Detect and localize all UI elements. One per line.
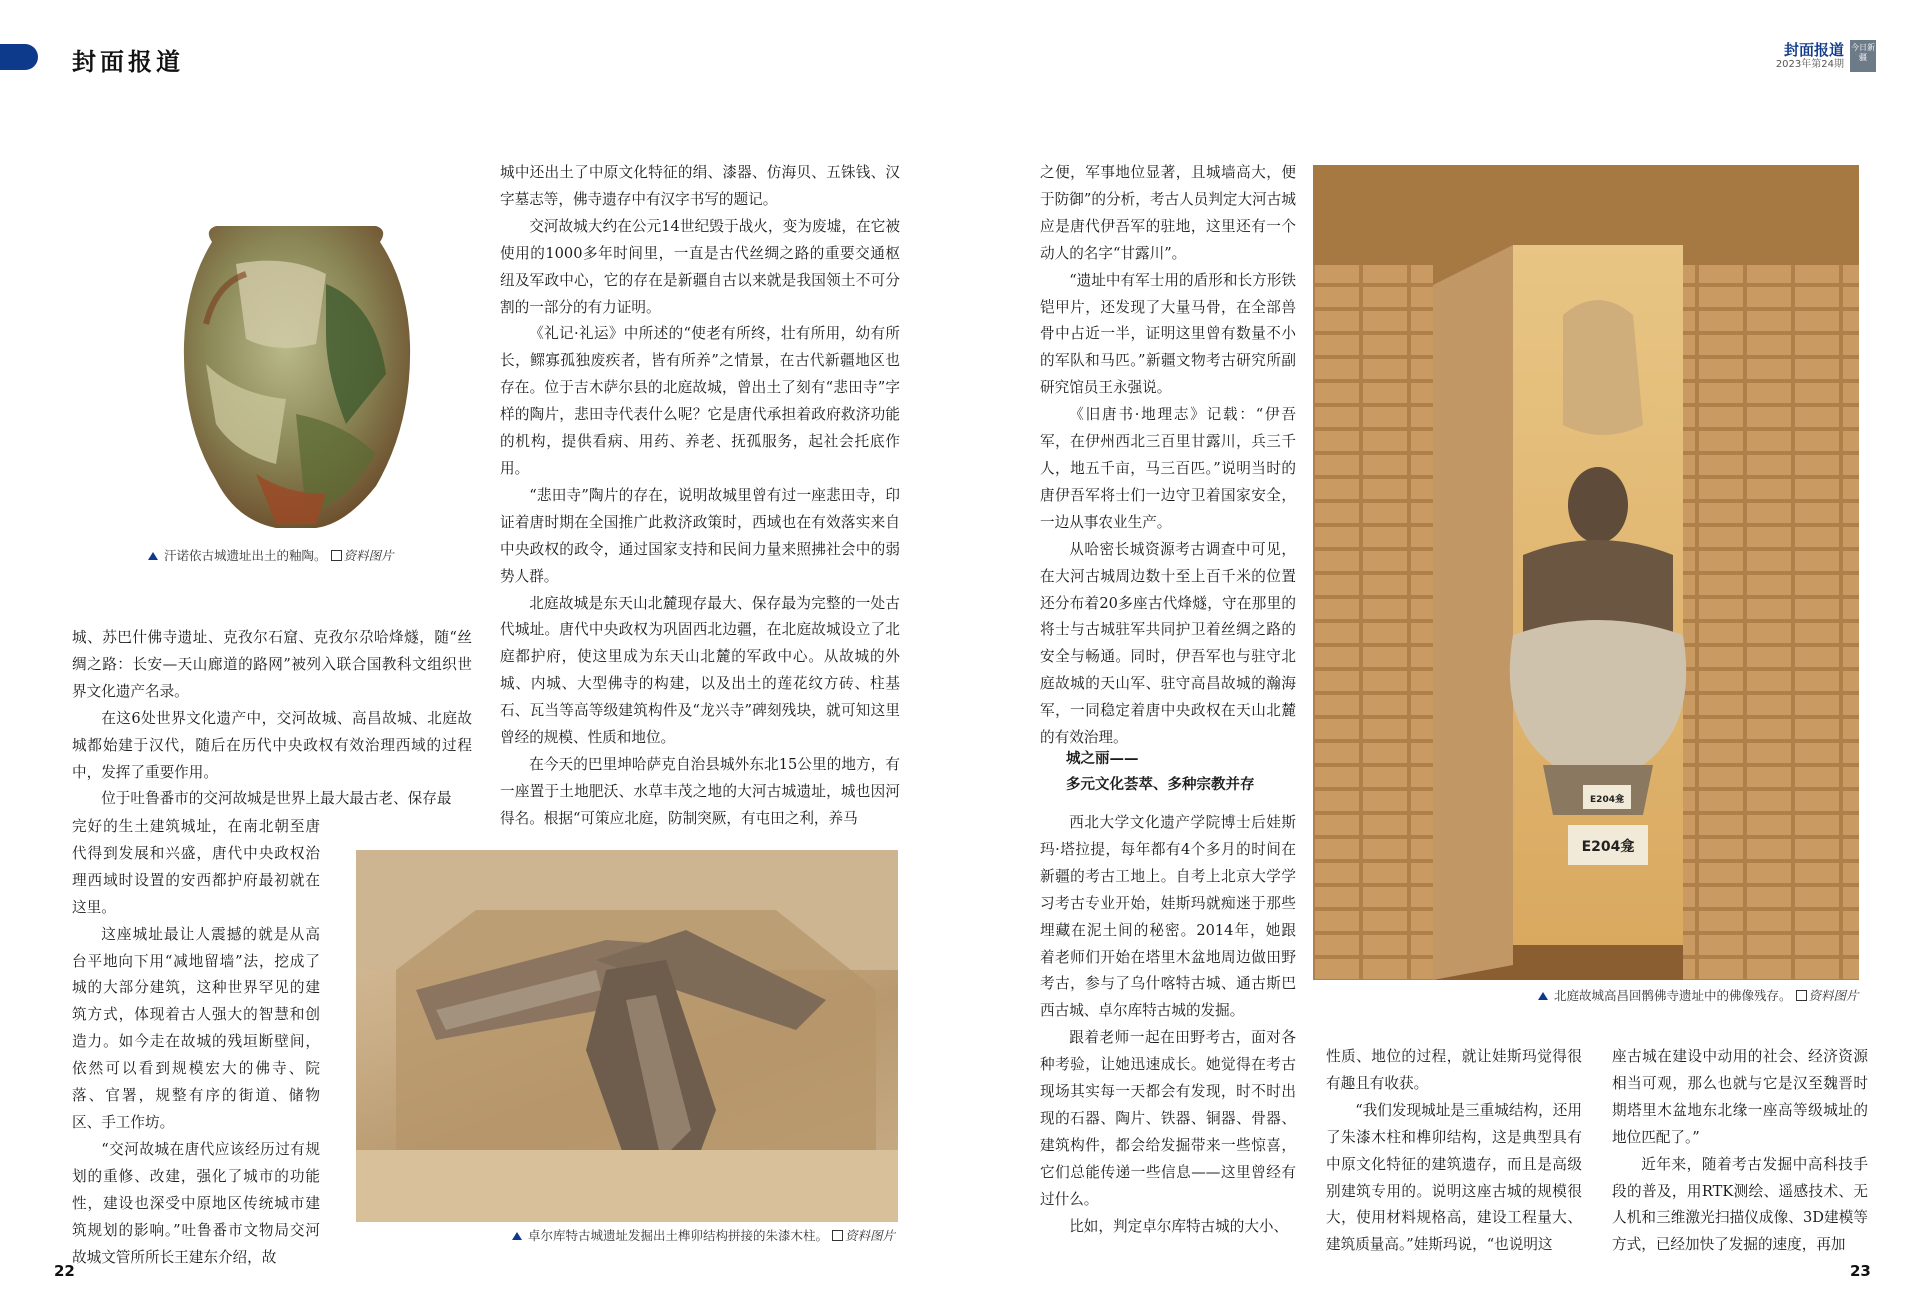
buddha-caption: 北庭故城高昌回鹘佛寺遗址中的佛像残存。 资料图片 xyxy=(1538,988,1859,1004)
section-color-bar xyxy=(0,44,38,70)
column-3-after: 西北大学文化遗产学院博士后娃斯玛·塔拉提，每年都有4个多月的时间在新疆的考古工地上。自考上北京大学学习考古专业开始，娃斯玛就痴迷于那些埋藏在泥土间的秘密。2014年，她跟着老师们开始在塔里木盆地周边做田野考古，参与了乌什喀特古城、通古斯巴西古城、卓尔库特古城的发掘。 跟着老师一起在田野考古，面对各种考验，让她迅速成长。她觉得在考古现场其实每一天都会有发现，时不时出现的石器、陶片、铁器、铜器、骨器、建筑构件，都会给发掘带来一些惊喜，它们总能传递一些信息——这里曾经有过什么。 比如，判定卓尔库特古城的大小、 xyxy=(1040,814,1296,1235)
column-4: 性质、地位的过程，就让娃斯玛觉得很有趣且有收获。 “我们发现城址是三重城结构，还用了朱漆木柱和榫卯结构，这是典型具有中原文化特征的建筑遗存，而且是高级别建筑专用的。说明这座古城的规模很大，使用材料规格高，建设工程量大、建筑质量高。”娃斯玛说，“也说明这 xyxy=(1326,1048,1582,1254)
column-5: 座古城在建设中动用的社会、经济资源相当可观，那么也就与它是汉至魏晋时期塔里木盆地东北缘一座高等级城址的地位匹配了。” 近年来，随着考古发掘中高科技手段的普及，用RTK测绘、遥感技术、无人机和三维激光扫描仪成像、3D建模等方式，已经加快了发掘的速度，再加 xyxy=(1612,1048,1868,1254)
column-1-narrow: 完好的生土建筑城址，在南北朝至唐代得到发展和兴盛，唐代中央政权治理西域时设置的安西都护府最初就在这里。 这座城址最让人震撼的就是从高台平地向下用“减地留墙”法，挖成了城的大部分建筑，这种世界罕见的建筑方式，体现着古人强大的智慧和创造力。如今走在故城的残垣断壁间，依然可以看到规模宏大的佛寺、院落、官署，规整有序的街道、储物区、手工作坊。 “交河故城在唐代应该经历过有规划的重修、改建，强化了城市的功能性，建设也深受中原地区传统城市建筑规划的影响。”吐鲁番市文物局交河故城文管所所长王建东介绍，故 xyxy=(72,818,320,1266)
niche-label-a: E204龛 xyxy=(1590,795,1624,805)
niche-label-b: E204龛 xyxy=(1581,839,1635,855)
page-number-left: 22 xyxy=(54,1262,75,1280)
running-header xyxy=(1776,42,1844,71)
column-3: 之便，军事地位显著，且城墙高大，便于防御”的分析，考古人员判定大河古城应是唐代伊吾军的驻地，这里还有一个动人的名字“甘露川”。 “遗址中有军士用的盾形和长方形铁铠甲片，还发现了大量马骨，在全部兽骨中占近一半，证明这里曾有数量不小的军队和马匹。”新疆文物考古研究所副研究馆员王永强说。 《旧唐书·地理志》记载：“伊吾军，在伊州西北三百里甘露川，兵三千人，地五千亩，马三百匹。”说明当时的唐伊吾军将士们一边守卫着国家安全，一边从事农业生产。 从哈密长城资源考古调查中可见，在大河古城周边数十至上百千米的位置还分布着20多座古代烽燧，守在那里的将士与古城驻军共同护卫着丝绸之路的安全与畅通。同时，伊吾军也与驻守北庭故城的天山军、驻守高昌故城的瀚海军，一同稳定着唐中央政权在天山北麓的有效治理。 xyxy=(1040,164,1296,747)
magazine-logo: 今日新疆 xyxy=(1850,40,1876,72)
header-issue: 2023年第24期 xyxy=(1775,59,1844,70)
credit-box-icon xyxy=(331,550,342,561)
header-brand: 封面报道 xyxy=(1783,41,1844,59)
credit-box-icon xyxy=(832,1230,843,1241)
buddha-niche-photo xyxy=(1313,165,1859,980)
caption-triangle-icon xyxy=(1538,992,1548,1000)
jar-caption: 汗诺依古城遗址出土的釉陶。 资料图片 xyxy=(148,548,394,564)
subheading: 城之丽—— 多元文化荟萃、多种宗教并存 xyxy=(1066,751,1255,793)
beam-caption: 卓尔库特古城遗址发掘出土榫卯结构拼接的朱漆木柱。 资料图片 xyxy=(512,1228,895,1244)
column-2: 城中还出土了中原文化特征的绢、漆器、仿海贝、五铢钱、汉字墓志等，佛寺遗存中有汉字书写的题记。 交河故城大约在公元14世纪毁于战火，变为废墟，在它被使用的1000多年时间里，一直是古代丝绸之路的重要交通枢纽及军政中心，它的存在是新疆自古以来就是我国领土不可分割的一部分的有力证明。 《礼记·礼运》中所述的“使老有所终，壮有所用，幼有所长，鳏寡孤独废疾者，皆有所养”之情景，在古代新疆地区也存在。位于吉木萨尔县的北庭故城，曾出土了刻有“悲田寺”字样的陶片，悲田寺代表什么呢？它是唐代承担着政府救济功能的机构，提供看病、用药、养老、抚孤服务，起社会托底作用。 “悲田寺”陶片的存在，说明故城里曾有过一座悲田寺，印证着唐时期在全国推广此救济政策时，西域也在有效落实来自中央政权的政令，通过国家支持和民间力量来照拂社会中的弱势人群。 北庭故城是东天山北麓现存最大、保存最为完整的一处古代城址。唐代中央政权为巩固西北边疆，在北庭故城设立了北庭都护府，使这里成为东天山北麓的军政中心。从故城的外城、内城、大型佛寺的构建，以及出土的莲花纹方砖、柱基石、瓦当等高等级建筑构件及“龙兴寺”碑刻残块，就可知这里曾经的规模、性质和地位。 在今天的巴里坤哈萨克自治县城外东北15公里的地方，有一座置于土地肥沃、水草丰茂之地的大河古城遗址，城也因河得名。根据“可策应北庭，防制突厥，有屯田之利，养马 xyxy=(500,164,900,827)
wooden-beam-photo xyxy=(356,850,898,1222)
section-title: 封面报道 xyxy=(72,47,184,76)
page-number-right: 23 xyxy=(1850,1262,1871,1280)
glazed-jar-photo xyxy=(176,224,416,530)
caption-triangle-icon xyxy=(148,552,158,560)
credit-box-icon xyxy=(1796,990,1807,1001)
caption-triangle-icon xyxy=(512,1232,522,1240)
column-1-top: 城、苏巴什佛寺遗址、克孜尔石窟、克孜尔尕哈烽燧，随“丝绸之路：长安—天山廊道的路网”被列入联合国教科文组织世界文化遗产名录。 在这6处世界文化遗产中，交河故城、高昌故城、北庭故城都始建于汉代，随后在历代中央政权有效治理西域的过程中，发挥了重要作用。 位于吐鲁番市的交河故城是世界上最大最古老、保存最 xyxy=(72,629,472,808)
